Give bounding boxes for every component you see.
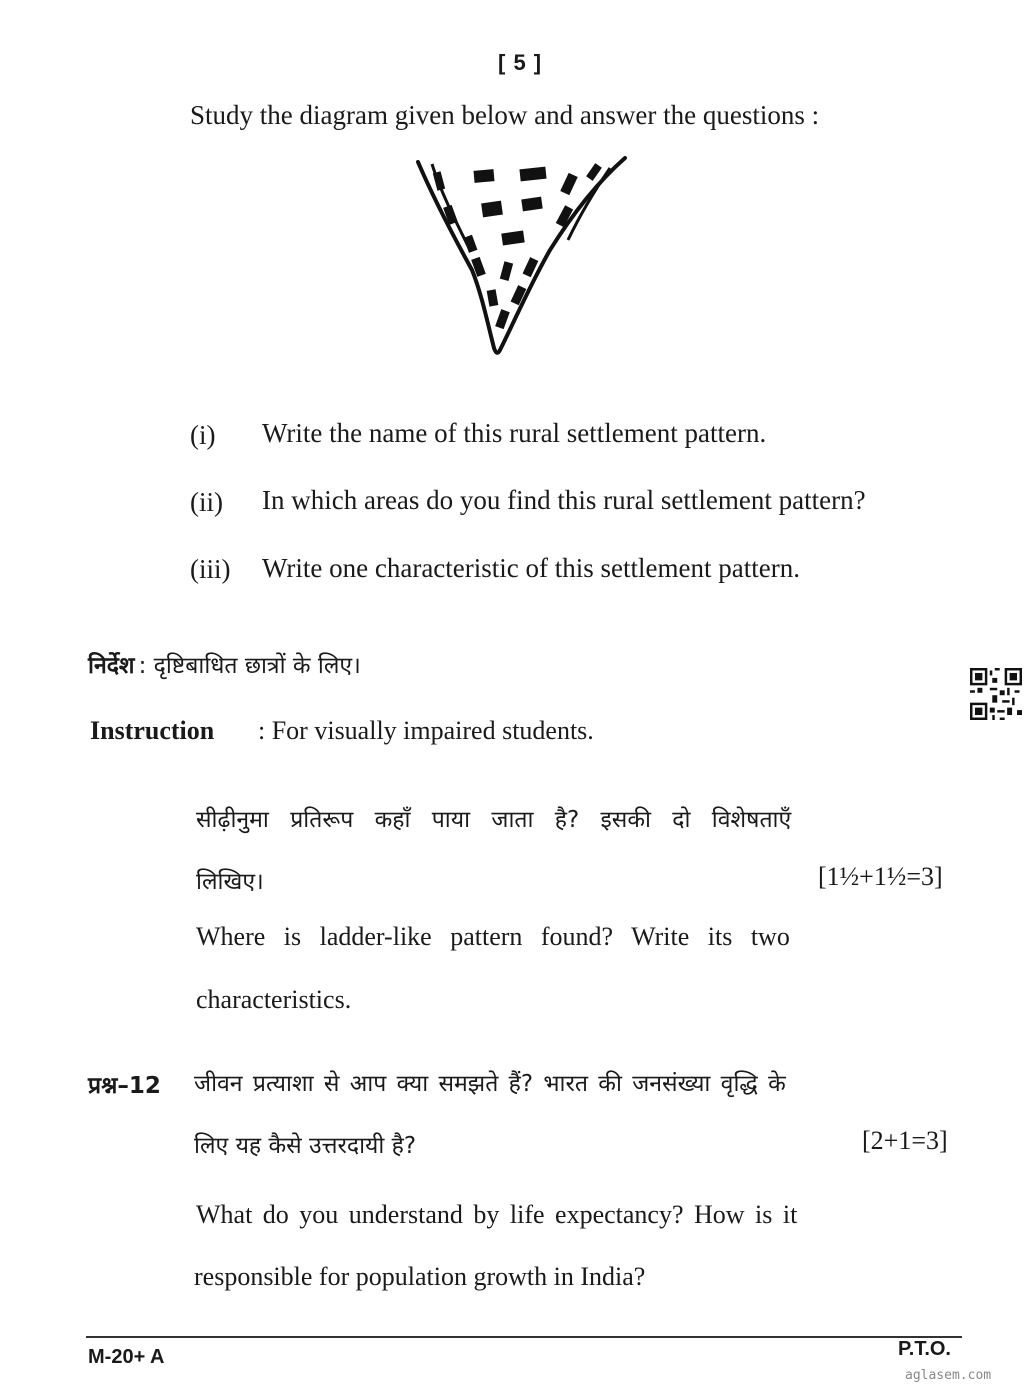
instruction-hindi-text: : दृष्टिबाधित छात्रों के लिए। bbox=[138, 653, 361, 679]
instruction-english-label: Instruction bbox=[90, 716, 215, 745]
instruction-english-text: : For visually impaired students. bbox=[258, 716, 594, 745]
instruction-hindi-label: निर्देश bbox=[88, 653, 135, 679]
question-12-english-line1: What do you understand by life expectancy? How is it bbox=[196, 1200, 798, 1229]
footer-code: M-20+ A bbox=[88, 1346, 165, 1368]
alt-question-english-line1: Where is ladder-like pattern found? Write its two bbox=[196, 922, 790, 951]
alt-question-hindi-line2: लिखिए। bbox=[196, 869, 264, 895]
page-number: [ 5 ] bbox=[498, 50, 543, 75]
diagram-intro: Study the diagram given below and answer the questions : bbox=[190, 100, 820, 130]
alt-question-hindi-line1: सीढ़ीनुमा प्रतिरूप कहाँ पाया जाता है? इसकी दो विशेषताएँ bbox=[196, 807, 792, 833]
subquestion-number: (ii) bbox=[190, 487, 223, 517]
valley-left-slope bbox=[418, 162, 494, 348]
subquestion-text: In which areas do you find this rural settlement pattern? bbox=[262, 485, 866, 515]
subquestion-number: (iii) bbox=[190, 554, 231, 584]
question-12-hindi-line1: जीवन प्रत्याशा से आप क्या समझते हैं? भारत की जनसंख्या वृद्धि के bbox=[194, 1071, 786, 1097]
question-12-label: प्रश्न–12 bbox=[88, 1073, 161, 1099]
subquestion-text: Write the name of this rural settlement pattern. bbox=[262, 418, 767, 448]
alt-question-english-line2: characteristics. bbox=[196, 985, 352, 1014]
question-12-english-line2: responsible for population growth in India? bbox=[194, 1262, 646, 1291]
alt-question-marks: [1½+1½=3] bbox=[818, 862, 943, 891]
question-12-marks: [2+1=3] bbox=[862, 1126, 948, 1155]
settlement-diagram bbox=[410, 150, 630, 360]
footer-pto: P.T.O. bbox=[898, 1338, 951, 1360]
footer-rule bbox=[86, 1336, 962, 1338]
question-12-hindi-line2: लिए यह कैसे उत्तरदायी है? bbox=[194, 1133, 417, 1159]
subquestion-number: (i) bbox=[190, 420, 216, 450]
subquestion-text: Write one characteristic of this settlement pattern. bbox=[262, 553, 800, 583]
instruction-hindi bbox=[88, 648, 361, 680]
qr-code-icon bbox=[970, 668, 1022, 720]
watermark: aglasem.com bbox=[905, 1368, 992, 1383]
